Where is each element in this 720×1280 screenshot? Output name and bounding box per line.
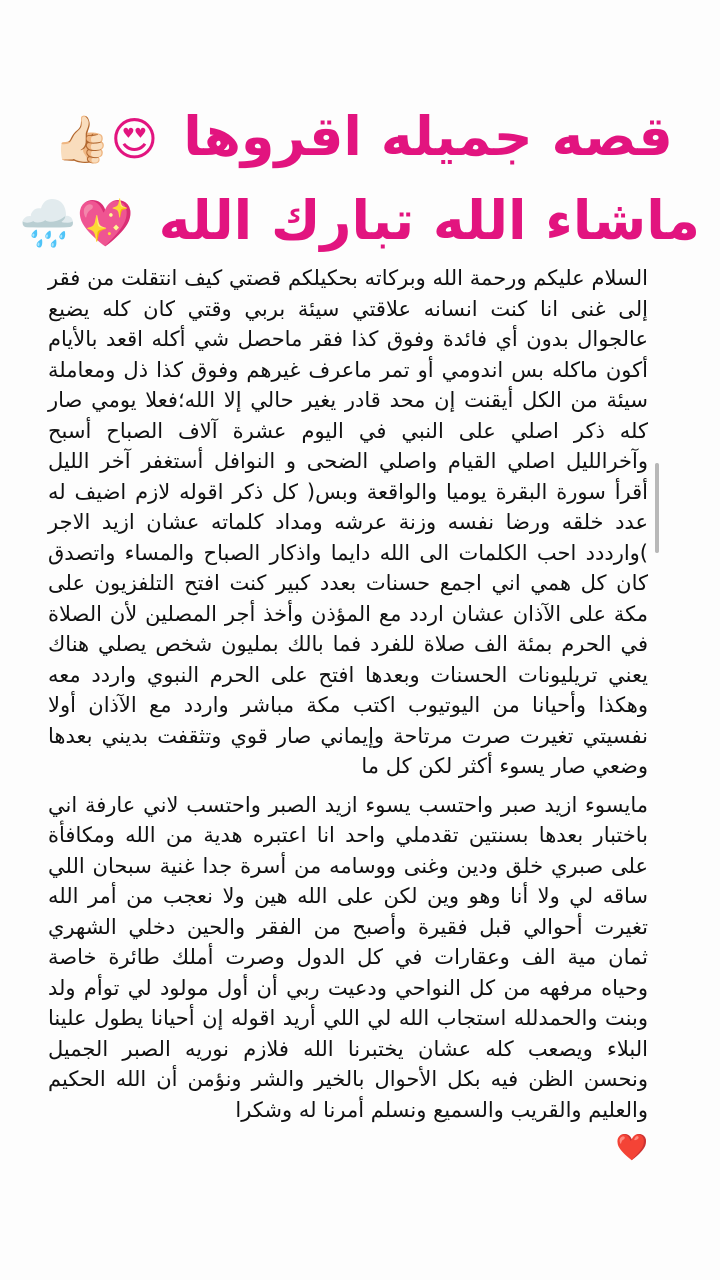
- story-paragraph-2: مايسوء ازيد صبر واحتسب يسوء ازيد الصبر واحتسب لاني عارفة اني باختبار بعدها بسنتين تقدملي واحد انا اعتبره هدية من الله ومكافأة على صبري خلق ودين وغنى ووسامه من أسرة جدا غنية سبحان اللي ساقه لي ولا أنا وهو وين لكن على الله هين ولا نعجب من أمر الله تغيرت أحوالي قبل فقيرة وأصبح من الفقر والحين دخلي الشهري ثمان مية الف وعقارات في كل الدول وصرت أملك طائرة خاصة وحياه مرفهه من كل النواحي ودعيت ربي أن أول مولود لي توأم ولد وبنت والحمدلله استجاب الله لي اللي أريد اقوله إن أحيانا يطول علينا البلاء ويصعب كله عشان يختبرنا الله فلازم نوريه الصبر الجميل ونحسن الظن فيه بكل الأحوال بالخير والشر ونؤمن أن الله الحكيم والعليم والقريب والسميع ونسلم أمرنا له وشكرا: [48, 792, 648, 1122]
- title-line-1-text: قصه جميله اقروها: [183, 105, 673, 168]
- story-paragraph-1: السلام عليكم ورحمة الله وبركاته بحكيلكم قصتي كيف انتقلت من فقر إلى غنى انا كنت انسانه علاقتي سيئة بربي وقتي كان كله يضيع عالجوال بدون أي فائدة وفوق كذا فقر ماحصل شي أكله اقعد بالأيام أكون ماكله بس اندومي أو تمر ماعرف غيرهم وفوق كذا ذل ومعاملة سيئة من الكل أيقنت إن محد قادر يغير حالي إلا الله؛فعلا يومي صار كله ذكر اصلي على النبي في اليوم عشرة آلاف الصباح أسبح وآخرالليل اصلي القيام واصلي الضحى و النوافل أستغفر آخر الليل أقرأ سورة البقرة يوميا والواقعة وبس( كل ذكر اقوله لازم اضيف له عدد خلقه ورضا نفسه وزنة عرشه ومداد كلماته عشان ازيد الاجر )وارددد احب الكلمات الى الله دايما واذكار الصباح والمساء واتصدق كان كل همي اني اجمع حسنات بعدد كبير كنت افتح التلفزيون على مكة على الآذان عشان اردد مع المؤذن وأخذ أجر المصلين لأن الصلاة في الحرم بمئة الف صلاة للفرد فما بالك بمليون شخص يصلي هناك يعني تريليونات الحسنات وبعدها افتح على الحرم النبوي واردد معه وهكذا وأحيانا من اليوتيوب اكتب مكة مباشر واردد مع الآذان أولا نفسيتي تغيرت صرت مرتاحة وإيماني صار قوي وتثقفت بديني بعدها وضعي صار يسوء أكثر لكن كل ما: [48, 266, 648, 778]
- sparkling-heart-rain-cloud-icon: 💖🌧️: [19, 196, 134, 250]
- scrollbar-thumb[interactable]: [655, 463, 659, 553]
- heart-eyes-thumbs-up-icon: 😍👍🏻: [53, 112, 159, 166]
- story-text[interactable]: [48, 263, 648, 1163]
- story-header: [20, 96, 700, 264]
- title-line-2: [20, 180, 700, 264]
- title-line-1: [20, 96, 700, 180]
- title-line-2-text: ماشاء الله تبارك الله: [158, 189, 700, 252]
- red-heart-icon: ❤️: [615, 1133, 648, 1163]
